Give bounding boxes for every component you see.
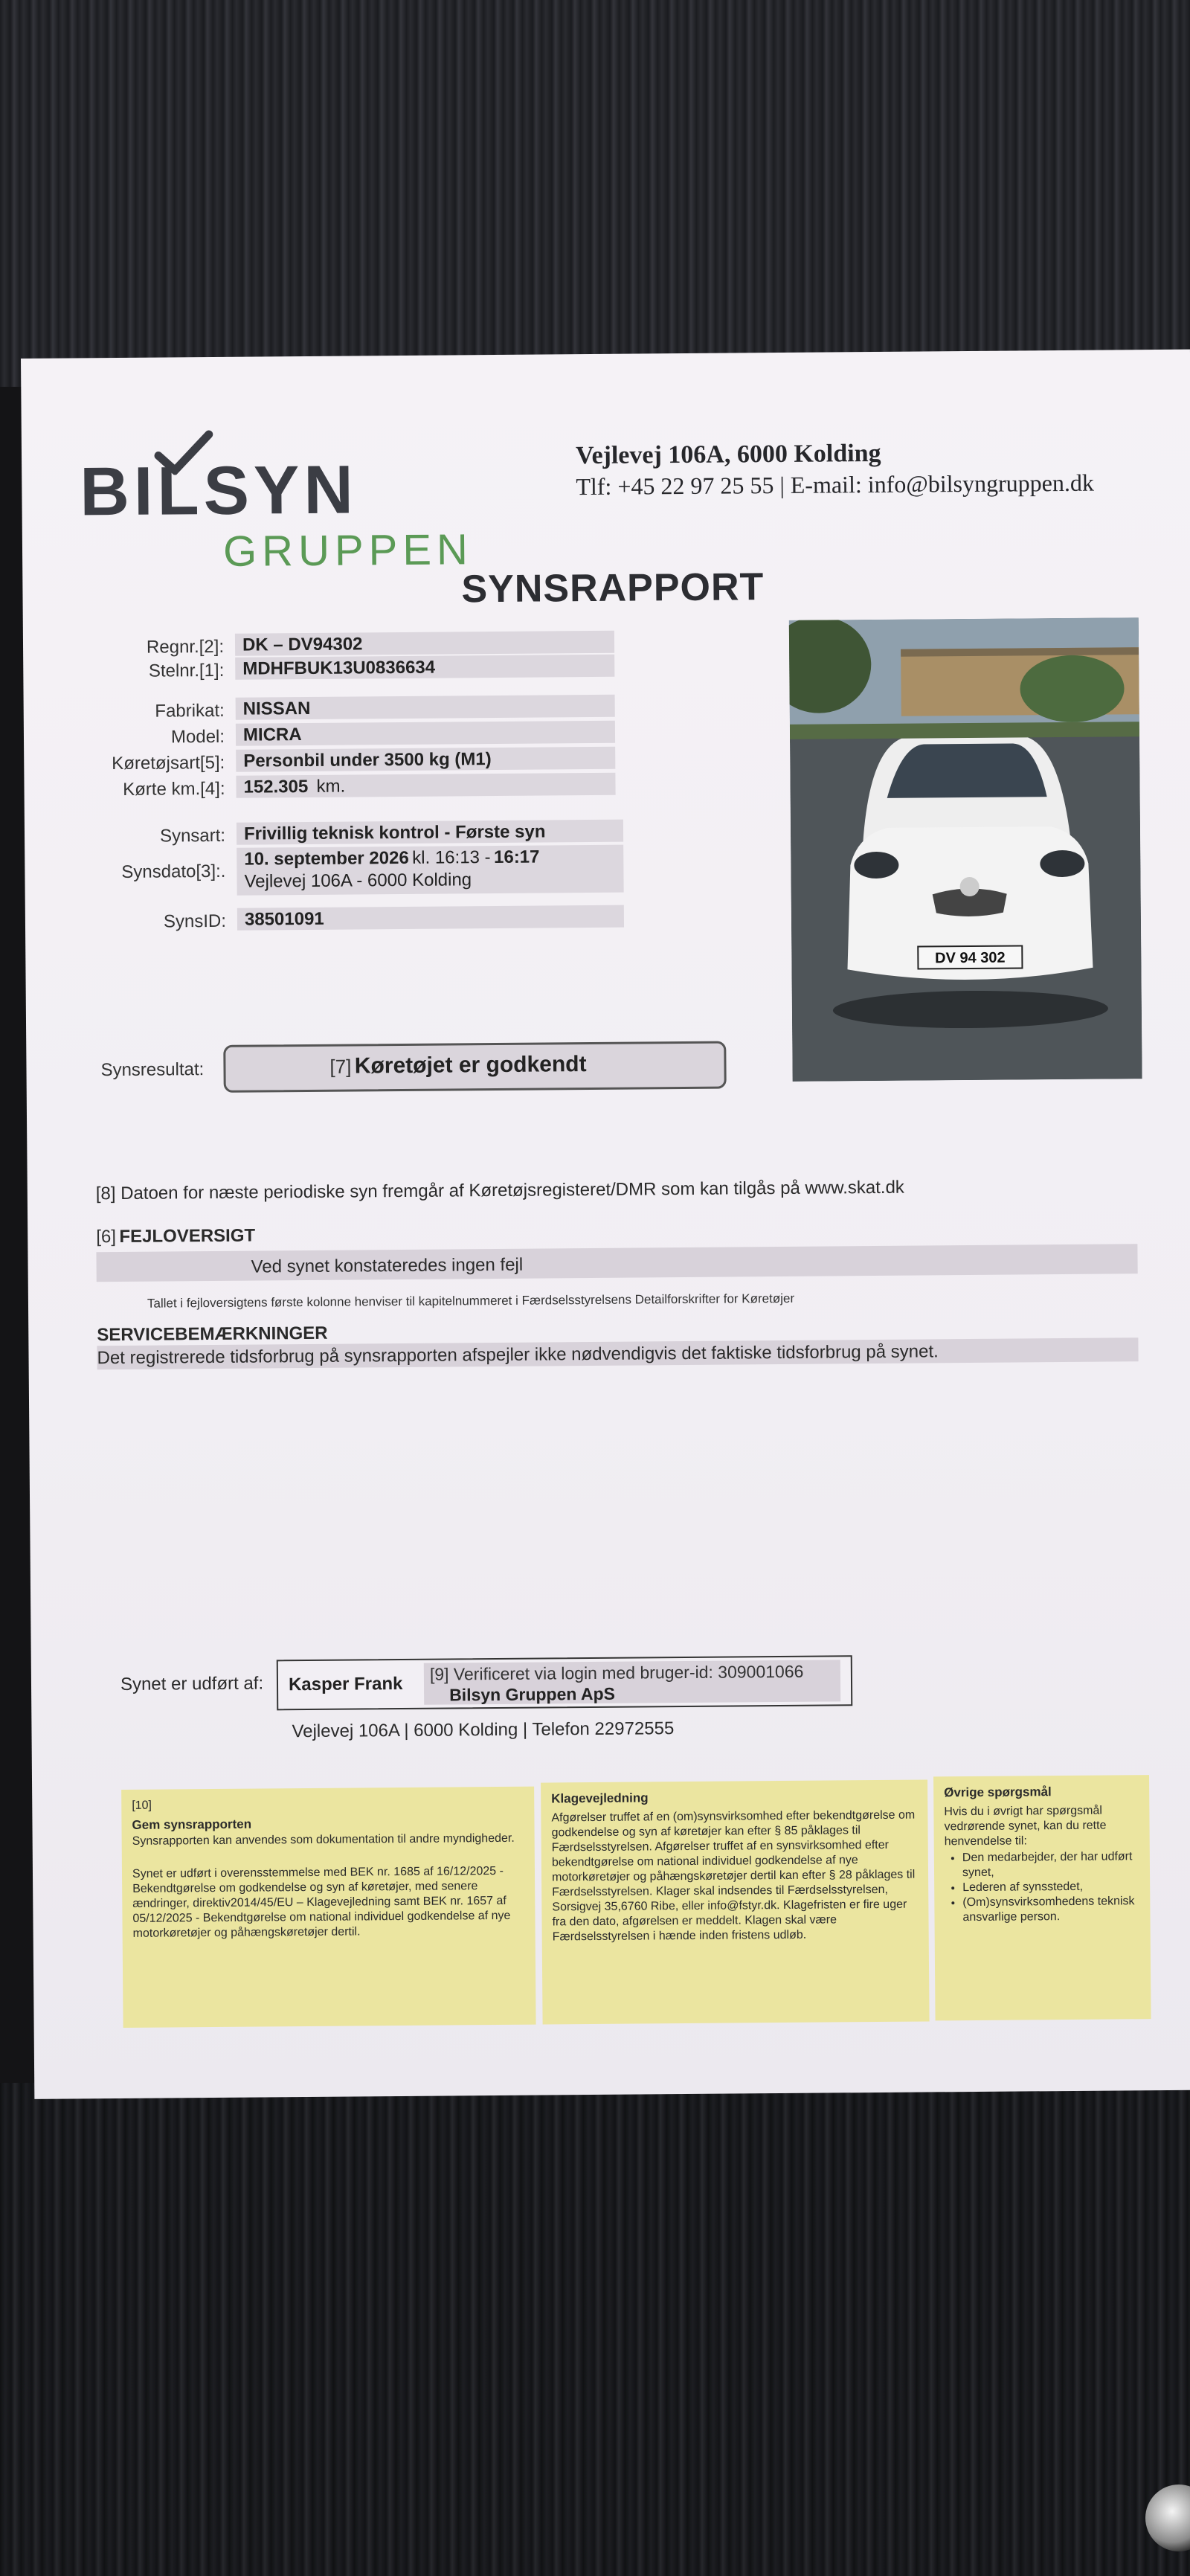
company-contact: Tlf: +45 22 97 25 55 | E-mail: info@bilsyngruppen.dk (576, 469, 1095, 501)
synsdato-label: Synsdato[3]:. (121, 861, 226, 882)
result-text: Køretøjet er godkendt (354, 1052, 587, 1079)
signoff-label: Synet er udført af: (120, 1673, 264, 1695)
footer-col3-item: • (Om)synsvirksomhedens teknisk ansvarlige person. (962, 1894, 1157, 1925)
background-fabric-top (0, 0, 1190, 387)
result-ref: [7] (329, 1055, 352, 1078)
km-unit: km. (316, 776, 346, 797)
model-value: MICRA (242, 725, 302, 745)
signoff-address: Vejlevej 106A | 6000 Kolding | Telefon 22972555 (292, 1718, 675, 1742)
service-title: SERVICEBEMÆRKNINGER (97, 1323, 328, 1346)
footer-col2-p1: Afgørelser truffet af en (om)synsvirksomhed efter bekendtgørelse om godkendelse og syn af køretøjer kan efter § 85 påklages til Færdselsstyrelsen. Afgørelser truffet af en synsvirksomhed efter bekendtgørelse om national individuel godkendelse af nye motorkøretøjer og påhængskøretøjer dertil kan efter § 28 påklages til Færdselsstyrelsen. Klager skal indsendes til Færdselsstyrelsen, Sorsigvej 35,6760 Ribe, eller info@fstyr.dk. Klagefristen er fire uger fra den dato, afgørelsen er meddelt. Klagen skal være Færdselsstyrelsen i hænde inden fristens udløb. (551, 1808, 916, 1944)
synsart-value: Frivillig teknisk kontrol - Første syn (243, 821, 546, 844)
footer-col-2 (541, 1779, 930, 2024)
footer-col3-intro: Hvis du i øvrigt har spørgsmål vedrørende synet, kan du rette henvendelse til: (944, 1804, 1107, 1849)
company-address: Vejlevej 106A, 6000 Kolding (575, 439, 881, 470)
next-inspection-note: [8] Datoen for næste periodiske syn fremgår af Køretøjsregisteret/DMR som kan tilgås på www.skat.dk (95, 1177, 904, 1204)
fejl-ref: [6] (96, 1227, 117, 1247)
logo-gruppen: GRUPPEN (222, 525, 474, 576)
footer-col-1 (121, 1787, 536, 2028)
license-plate: DV 94 302 (935, 949, 1006, 967)
footer-col3-title: Øvrige spørgsmål (944, 1785, 1052, 1800)
fejl-footnote: Tallet i fejloversigtens første kolonne henviser til kapitelnummeret i Færdselsstyrelsens Detailforskrifter for Køretøjer (147, 1291, 795, 1311)
footer-col1-p1: Synsrapporten kan anvendes som dokumentation til andre myndigheder. (132, 1831, 515, 1848)
footer-col2-title: Klagevejledning (551, 1790, 649, 1806)
result-line (329, 1052, 586, 1079)
regnr-value: DK – DV94302 (242, 634, 363, 655)
km-label: Kørte km.[4]: (123, 778, 225, 800)
synsart-label: Synsart: (159, 825, 226, 847)
stelnr-label: Stelnr.[1]: (148, 660, 225, 681)
report-title: SYNSRAPPORT (461, 565, 765, 611)
footer-col1-p2: Synet er udført i overensstemmelse med BEK nr. 1685 af 16/12/2025 - Bekendtgørelse om godkendelse og syn af køretøjer, med senere ændringer, direktiv2014/45/EU – Klagevejledning samt BEK nr. 1657 af 05/12/2025 - Bekendtgørelse om national individuel godkendelse af nye motorkøretøjer og påhængskøretøjer dertil. (132, 1864, 511, 1940)
inspection-report-sheet (21, 350, 1190, 2099)
footer-col3-item: • Lederen af synsstedet, (962, 1879, 1157, 1895)
service-text: Det registrerede tidsforbrug på synsrapporten afspejler ikke nødvendigvis det faktiske tidsforbrug på synet. (97, 1341, 939, 1369)
synsdato-line (244, 847, 539, 870)
synsdato-value: 10. september 2026 (244, 847, 409, 870)
verify-text: [9] Verificeret via login med bruger-id: 309001066 (429, 1661, 804, 1684)
fabrikat-value: NISSAN (242, 698, 311, 719)
footer-col1-ref: [10] (132, 1799, 152, 1812)
logo-bilsyn: BILSYN (80, 452, 358, 530)
model-label: Model: (170, 726, 225, 748)
synsdato-place: Vejlevej 106A - 6000 Kolding (244, 870, 472, 892)
fabrikat-label: Fabrikat: (155, 700, 225, 722)
vehicle-photo (789, 617, 1142, 1082)
footer-col1-title: Gem synsrapporten (132, 1817, 252, 1832)
result-label: Synsresultat: (100, 1059, 205, 1081)
synsdato-end: 16:17 (493, 847, 540, 868)
fejl-text: Ved synet konstateredes ingen fejl (251, 1254, 524, 1277)
regnr-label: Regnr.[2]: (146, 636, 225, 658)
synsid-label: SynsID: (163, 910, 227, 932)
footer-col3-list (945, 1849, 1158, 1925)
footer-col-3 (933, 1775, 1151, 2020)
footer-col3-item: • Den medarbejder, der har udført synet, (962, 1849, 1157, 1880)
fejl-title: FEJLOVERSIGT (119, 1225, 256, 1247)
art-value: Personbil under 3500 kg (M1) (243, 749, 492, 771)
company-name: Bilsyn Gruppen ApS (449, 1683, 616, 1705)
km-value: 152.305 (243, 776, 309, 797)
stelnr-value: MDHFBUK13U0836634 (242, 657, 436, 679)
fejl-heading (96, 1226, 255, 1248)
art-label: Køretøjsart[5]: (112, 752, 225, 774)
inspector-name: Kasper Frank (288, 1674, 403, 1695)
synsid-value: 38501091 (244, 908, 324, 930)
signoff-box (277, 1655, 853, 1710)
synsdato-kl: kl. 16:13 - (412, 847, 491, 868)
result-box (223, 1041, 726, 1093)
background-fabric-bottom (0, 2083, 1190, 2576)
